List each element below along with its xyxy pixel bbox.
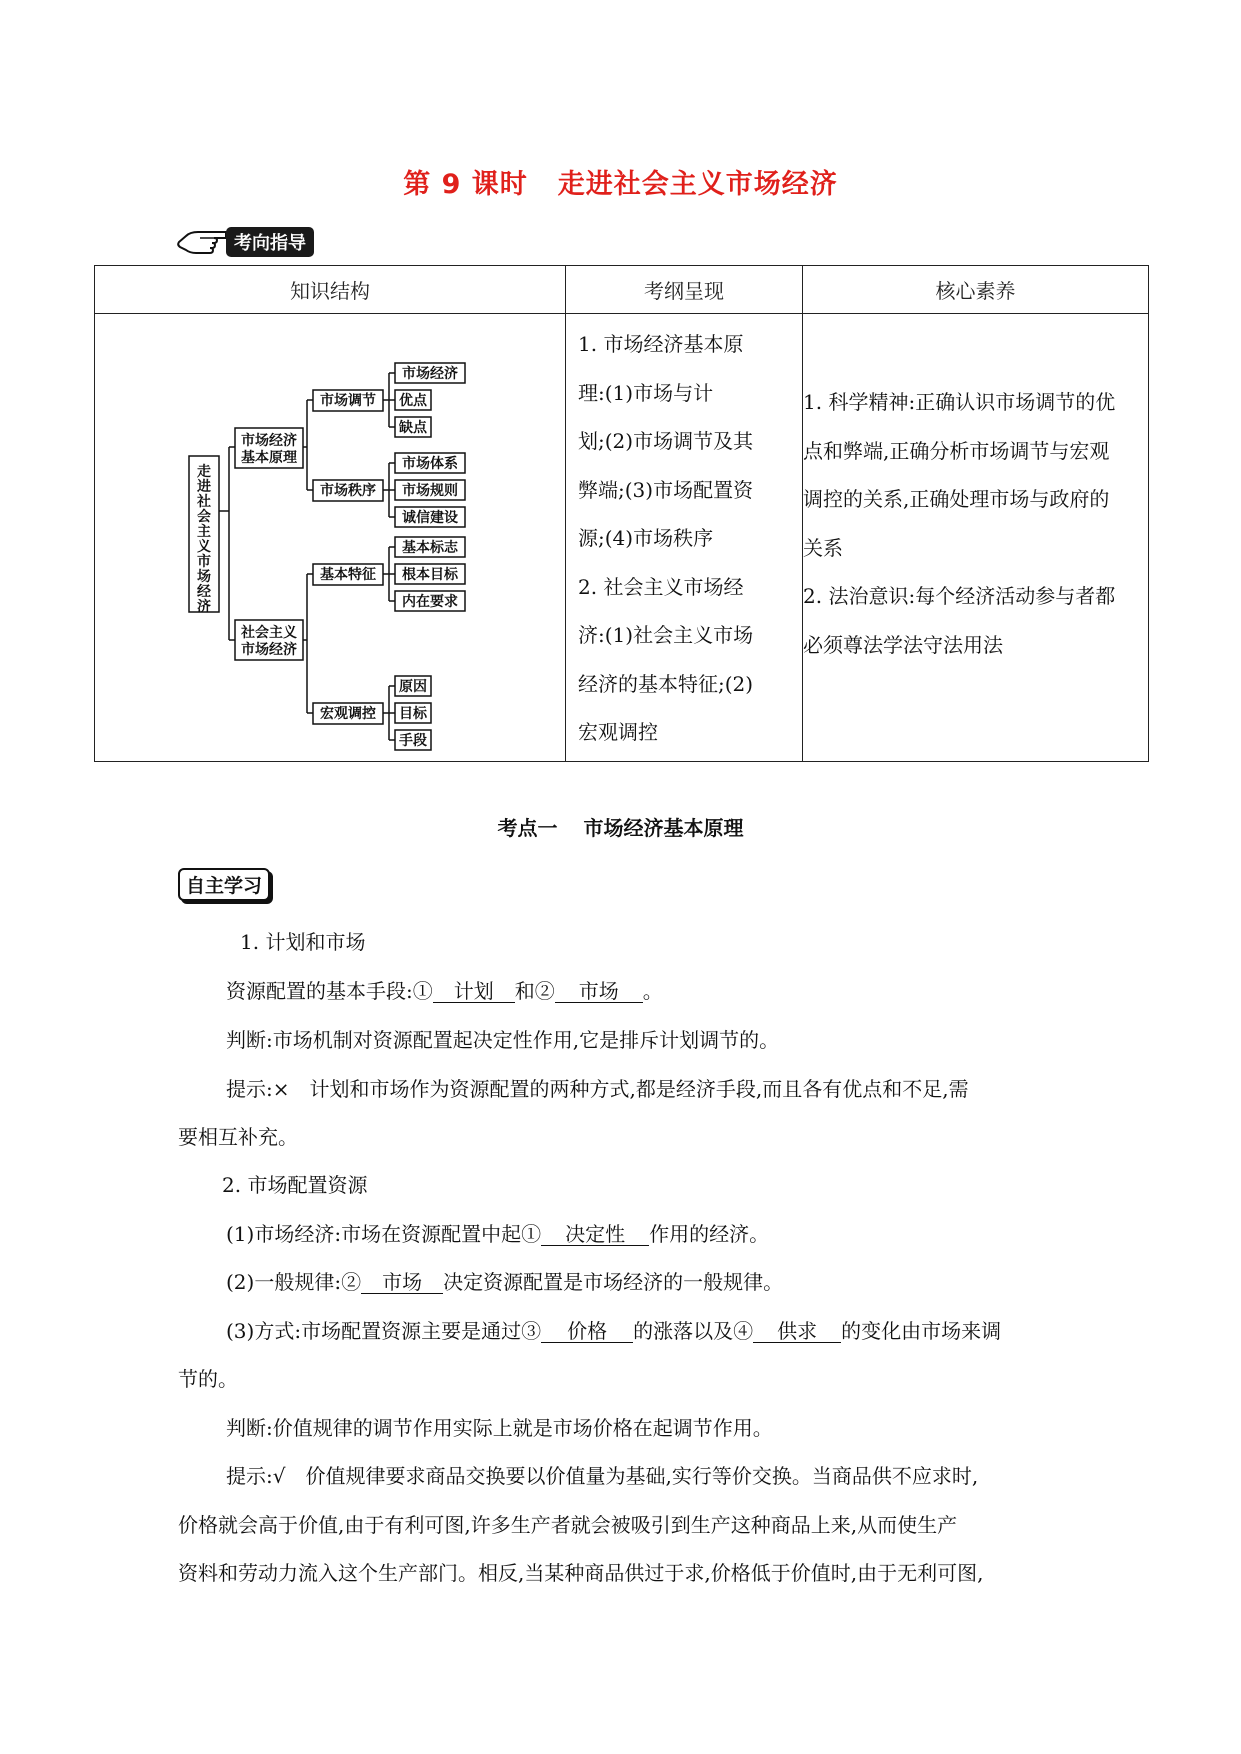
content-line-3: 提示:× 计划和市场作为资源配置的两种方式,都是经济手段,而且各有优点和不足,需 (226, 1077, 969, 1101)
leaf: 优点 (399, 393, 427, 409)
tree-root-char-7: 场 (197, 569, 211, 585)
leaf: 目标 (399, 706, 427, 722)
literacy-line: 2. 法治意识:每个经济活动参与者都 (803, 584, 1116, 608)
branch-2-line-2: 市场经济 (241, 642, 297, 658)
child-market-regulation: 市场调节 (320, 393, 376, 409)
branch-1-line-2: 基本原理 (241, 450, 297, 466)
literacy-line: 1. 科学精神:正确认识市场调节的优 (803, 390, 1116, 414)
answer-blank: 市场 (361, 1271, 443, 1294)
heading-market-allocation: 2. 市场配置资源 (222, 1173, 368, 1197)
answer-blank: 价格 (541, 1320, 633, 1343)
header-outline: 考纲呈现 (566, 266, 803, 314)
tree-root-char-9: 济 (197, 599, 211, 615)
branch-1-line-1: 市场经济 (241, 433, 297, 449)
content-line-11: 价格就会高于价值,由于有利可图,许多生产者就会被吸引到生产这种商品上来,从而使生产 (178, 1513, 958, 1537)
page-title: 第 9 课时 走进社会主义市场经济 (403, 169, 838, 200)
tree-root-char-0: 走 (197, 464, 211, 480)
heading-plan-market: 1. 计划和市场 (240, 930, 366, 954)
outline-line: 济:(1)社会主义市场 (578, 623, 754, 647)
knowledge-structure-cell (95, 314, 566, 762)
leaf: 基本标志 (402, 540, 458, 556)
tree-root-char-2: 社 (197, 494, 211, 510)
literacy-line: 必须尊法学法守法用法 (803, 632, 1004, 657)
guide-table (94, 265, 1149, 762)
child-macro-control: 宏观调控 (320, 706, 376, 722)
tree-root-char-3: 会 (197, 509, 211, 525)
answer-blank: 供求 (753, 1320, 841, 1343)
header-literacy: 核心素养 (803, 266, 1149, 314)
answer-blank: 决定性 (541, 1223, 649, 1246)
child-basic-features: 基本特征 (320, 567, 376, 583)
leaf: 手段 (399, 733, 427, 749)
literacy-cell (803, 314, 1149, 762)
outline-line: 划;(2)市场调节及其 (578, 429, 754, 453)
answer-blank: 计划 (433, 980, 515, 1003)
content-line-9: 判断:价值规律的调节作用实际上就是市场价格在起调节作用。 (226, 1416, 773, 1440)
literacy-line: 关系 (803, 535, 844, 560)
outline-line: 弊端;(3)市场配置资 (578, 477, 754, 502)
guide-badge: 考向指导 (226, 227, 314, 257)
self-study-badge: 自主学习 (178, 868, 270, 901)
content-line-4: 要相互补充。 (178, 1125, 298, 1149)
tree-root-char-4: 主 (197, 524, 211, 540)
leaf: 诚信建设 (402, 510, 458, 526)
knowledge-tree-diagram (95, 314, 565, 754)
content-line-6: (2)一般规律:② 市场 决定资源配置是市场经济的一般规律。 (226, 1270, 784, 1294)
literacy-line: 调控的关系,正确处理市场与政府的 (803, 487, 1110, 511)
answer-blank: 市场 (555, 980, 643, 1003)
literacy-line: 点和弊端,正确分析市场调节与宏观 (803, 438, 1110, 463)
outline-line: 宏观调控 (578, 720, 658, 744)
leaf: 根本目标 (402, 567, 458, 583)
tree-root-char-8: 经 (197, 584, 211, 600)
tree-root-char-1: 进 (197, 479, 211, 495)
content-line-12: 资料和劳动力流入这个生产部门。相反,当某种商品供过于求,价格低于价值时,由于无利可图, (178, 1561, 984, 1585)
leaf: 市场体系 (402, 456, 458, 472)
content-line-5: (1)市场经济:市场在资源配置中起① 决定性 作用的经济。 (226, 1222, 770, 1246)
outline-line: 源;(4)市场秩序 (578, 526, 714, 550)
outline-line: 1. 市场经济基本原 (578, 332, 744, 356)
outline-line: 理:(1)市场与计 (578, 380, 714, 405)
outline-line: 经济的基本特征;(2) (578, 671, 754, 696)
leaf: 内在要求 (402, 594, 458, 610)
tree-root-char-6: 市 (197, 554, 211, 570)
tree-root-char-5: 义 (197, 539, 211, 555)
leaf: 缺点 (399, 420, 427, 436)
content-line-10: 提示:√ 价值规律要求商品交换要以价值量为基础,实行等价交换。当商品供不应求时, (226, 1464, 979, 1488)
header-knowledge: 知识结构 (95, 266, 566, 314)
outline-line: 2. 社会主义市场经 (578, 574, 744, 599)
pointing-hand-icon (176, 226, 228, 256)
branch-2-line-1: 社会主义 (241, 625, 297, 641)
child-market-order: 市场秩序 (320, 483, 376, 499)
tree-root (196, 463, 211, 615)
leaf: 市场经济 (402, 366, 458, 382)
content-line-8: 节的。 (178, 1367, 238, 1391)
content-line-2: 判断:市场机制对资源配置起决定性作用,它是排斥计划调节的。 (226, 1028, 780, 1052)
leaf: 原因 (399, 679, 427, 695)
content-line-7: (3)方式:市场配置资源主要是通过③ 价格 的涨落以及④ 供求 的变化由市场来调 (226, 1319, 1002, 1343)
content-line-1: 资源配置的基本手段:① 计划 和② 市场 。 (226, 979, 663, 1003)
section-title: 考点一 市场经济基本原理 (497, 816, 744, 840)
outline-cell (566, 314, 803, 762)
leaf: 市场规则 (402, 483, 458, 499)
